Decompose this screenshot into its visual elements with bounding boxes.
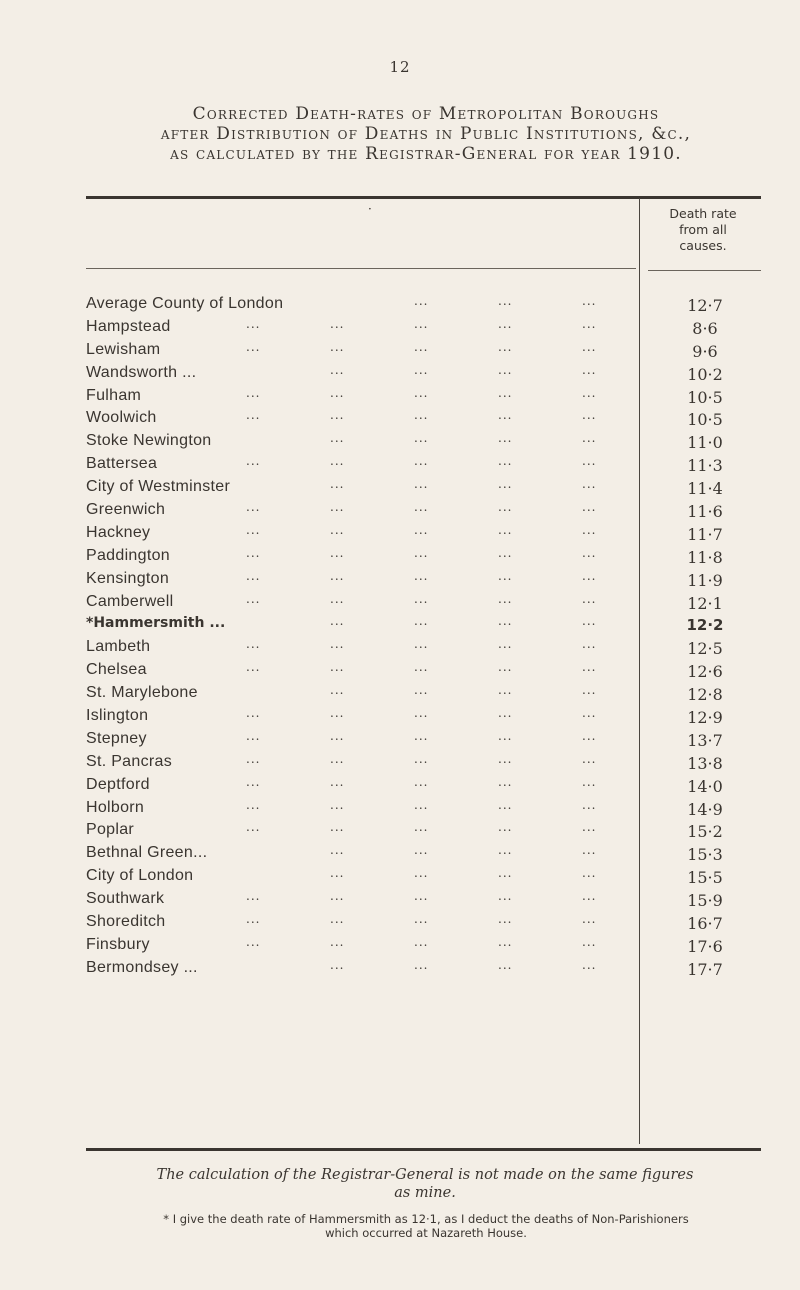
borough-name: City of London xyxy=(86,867,194,885)
leader-dot-group: ... xyxy=(582,614,597,629)
leader-dots xyxy=(0,477,640,497)
leader-dot-group: ... xyxy=(330,660,345,675)
leader-dot-group: ... xyxy=(414,683,429,698)
table-row xyxy=(0,364,800,387)
leader-dots xyxy=(0,408,640,428)
leader-dot-group: ... xyxy=(498,477,513,492)
leader-dot-group: ... xyxy=(582,683,597,698)
calculation-note-line: The calculation of the Registrar-General is not made on the same figures xyxy=(156,1167,694,1183)
table-row xyxy=(0,890,800,913)
borough-name: Hackney xyxy=(86,523,151,541)
leader-dot-group: ... xyxy=(414,568,429,583)
table-row xyxy=(0,318,800,341)
death-rate-value: 12·2 xyxy=(686,616,724,635)
footnote-line: * I give the death rate of Hammersmith as 12·1, as I deduct the deaths of Non-Parishioners xyxy=(163,1212,689,1226)
leader-dots xyxy=(0,431,640,451)
leader-dot-group: ... xyxy=(498,454,513,469)
leader-dot-group: ... xyxy=(498,912,513,927)
leader-dot-group: ... xyxy=(330,614,345,629)
borough-name: Holborn xyxy=(86,798,145,816)
leader-dots xyxy=(0,958,640,978)
leader-dot-group: ... xyxy=(498,339,513,354)
death-rate-value: 11·8 xyxy=(687,547,723,567)
leader-dot-group: ... xyxy=(498,614,513,629)
death-rate-value: 10·5 xyxy=(687,387,723,407)
table-row xyxy=(0,547,800,570)
table-row xyxy=(0,341,800,364)
death-rate-value: 9·6 xyxy=(692,341,718,361)
leader-dot-group: ... xyxy=(582,706,597,721)
leader-dot-group: ... xyxy=(498,889,513,904)
death-rate-value: 10·5 xyxy=(687,410,723,430)
leader-dot-group: ... xyxy=(582,294,597,308)
leader-dot-group: ... xyxy=(330,408,345,423)
leader-dot-group: ... xyxy=(582,957,597,972)
leader-dots xyxy=(0,798,640,818)
leader-dots xyxy=(0,294,640,314)
leader-dot-group: ... xyxy=(246,500,261,515)
table-row xyxy=(0,936,800,959)
leader-dot-group: ... xyxy=(582,751,597,766)
leader-dot-group: ... xyxy=(414,500,429,515)
borough-name: Fulham xyxy=(86,386,142,404)
leader-dot-group: ... xyxy=(582,408,597,423)
death-rate-value: 13·8 xyxy=(687,753,723,773)
borough-name: Islington xyxy=(86,707,149,725)
leader-dot-group: ... xyxy=(414,522,429,537)
leader-dot-group: ... xyxy=(330,545,345,560)
leader-dot-group: ... xyxy=(582,431,597,446)
table-row xyxy=(0,570,800,593)
leader-dot-group: ... xyxy=(246,339,261,354)
leader-dot-group: ... xyxy=(330,500,345,515)
leader-dot-group: ... xyxy=(498,316,513,331)
leader-dot-group: ... xyxy=(246,408,261,423)
leader-dots xyxy=(0,637,640,657)
leader-dot-group: ... xyxy=(582,797,597,812)
table-row xyxy=(0,478,800,501)
table-row xyxy=(0,753,800,776)
table-row xyxy=(0,455,800,478)
leader-dot-group: ... xyxy=(498,408,513,423)
leader-dots xyxy=(0,363,640,383)
leader-dot-group: ... xyxy=(582,866,597,881)
borough-name: Kensington xyxy=(86,569,170,587)
leader-dot-group: ... xyxy=(582,545,597,560)
leader-dot-group: ... xyxy=(414,454,429,469)
leader-dots xyxy=(0,820,640,840)
title-line-1: Corrected Death-rates of Metropolitan Boroughs xyxy=(192,104,660,124)
leader-dots xyxy=(0,935,640,955)
leader-dot-group: ... xyxy=(498,728,513,743)
leader-dot-group: ... xyxy=(330,568,345,583)
leader-dot-group: ... xyxy=(414,774,429,789)
death-rate-value: 12·9 xyxy=(687,708,723,728)
death-rate-value: 12·5 xyxy=(687,639,723,659)
leader-dot-group: ... xyxy=(582,820,597,835)
leader-dots xyxy=(0,317,640,337)
leader-dots xyxy=(0,889,640,909)
death-rate-value: 12·1 xyxy=(687,593,723,613)
leader-dot-group: ... xyxy=(246,316,261,331)
leader-dots xyxy=(0,386,640,406)
leader-dot-group: ... xyxy=(246,385,261,400)
leader-dot-group: ... xyxy=(498,957,513,972)
leader-dot-group: ... xyxy=(414,843,429,858)
column-header-line: Death rate xyxy=(669,206,737,221)
table-row xyxy=(0,615,800,638)
table-row xyxy=(0,501,800,524)
leader-dot-group: ... xyxy=(498,820,513,835)
leader-dot-group: ... xyxy=(414,957,429,972)
leader-dot-group: ... xyxy=(414,385,429,400)
leader-dot-group: ... xyxy=(414,934,429,949)
leader-dot-group: ... xyxy=(246,751,261,766)
leader-dots xyxy=(0,866,640,886)
leader-dot-group: ... xyxy=(582,889,597,904)
leader-dot-group: ... xyxy=(582,912,597,927)
borough-name: Camberwell xyxy=(86,592,174,610)
leader-dot-group: ... xyxy=(330,385,345,400)
table-body xyxy=(0,295,800,982)
death-rate-value: 15·3 xyxy=(687,845,723,865)
borough-name: Finsbury xyxy=(86,935,150,953)
table-row xyxy=(0,799,800,822)
leader-dot-group: ... xyxy=(414,706,429,721)
leader-dot-group: ... xyxy=(582,362,597,377)
leader-dot-group: ... xyxy=(330,912,345,927)
leader-dot-group: ... xyxy=(330,774,345,789)
leader-dot-group: ... xyxy=(414,477,429,492)
column-header-line: causes. xyxy=(679,238,727,253)
death-rate-value: 11·9 xyxy=(687,570,723,590)
leader-dot-group: ... xyxy=(498,637,513,652)
leader-dot-group: ... xyxy=(498,866,513,881)
leader-dot-group: ... xyxy=(414,294,429,308)
leader-dot-group: ... xyxy=(498,431,513,446)
page-title xyxy=(86,104,766,164)
leader-dot-group: ... xyxy=(582,637,597,652)
page-number: 12 xyxy=(389,58,411,76)
leader-dots xyxy=(0,706,640,726)
leader-dot-group: ... xyxy=(246,454,261,469)
leader-dot-group: ... xyxy=(414,316,429,331)
leader-dot-group: ... xyxy=(498,362,513,377)
leader-dot-group: ... xyxy=(330,889,345,904)
leader-dot-group: ... xyxy=(414,362,429,377)
calculation-note-line: as mine. xyxy=(394,1185,456,1201)
leader-dot-group: ... xyxy=(582,591,597,606)
borough-name: Stoke Newington xyxy=(86,432,212,450)
borough-name: Battersea xyxy=(86,455,158,473)
column-header-death-rate xyxy=(648,206,758,254)
leader-dot-group: ... xyxy=(330,820,345,835)
leader-dot-group: ... xyxy=(330,728,345,743)
death-rate-value: 12·6 xyxy=(687,662,723,682)
leader-dots xyxy=(0,775,640,795)
leader-dot-group: ... xyxy=(330,362,345,377)
header-mark: · xyxy=(368,202,372,216)
leader-dot-group: ... xyxy=(414,866,429,881)
leader-dots xyxy=(0,454,640,474)
leader-dot-group: ... xyxy=(414,820,429,835)
death-rate-value: 10·2 xyxy=(687,364,723,384)
leader-dot-group: ... xyxy=(414,889,429,904)
death-rate-value: 12·8 xyxy=(687,685,723,705)
title-line-2: after Distribution of Deaths in Public Institutions, &c., xyxy=(160,124,692,144)
leader-dot-group: ... xyxy=(498,934,513,949)
leader-dots xyxy=(0,500,640,520)
column-header-line: from all xyxy=(679,222,727,237)
table-bottom-rule xyxy=(86,1148,761,1151)
table-row xyxy=(0,707,800,730)
borough-name: City of Westminster xyxy=(86,478,231,496)
table-row xyxy=(0,913,800,936)
leader-dot-group: ... xyxy=(330,843,345,858)
calculation-note xyxy=(100,1166,750,1202)
borough-name: Paddington xyxy=(86,546,170,564)
leader-dot-group: ... xyxy=(330,454,345,469)
leader-dot-group: ... xyxy=(414,545,429,560)
leader-dot-group: ... xyxy=(330,797,345,812)
borough-name: Lewisham xyxy=(86,340,161,358)
leader-dot-group: ... xyxy=(582,477,597,492)
borough-name: Woolwich xyxy=(86,409,157,427)
leader-dot-group: ... xyxy=(330,431,345,446)
leader-dot-group: ... xyxy=(330,706,345,721)
leader-dot-group: ... xyxy=(498,568,513,583)
leader-dot-group: ... xyxy=(414,797,429,812)
leader-dot-group: ... xyxy=(582,316,597,331)
leader-dot-group: ... xyxy=(246,660,261,675)
leader-dot-group: ... xyxy=(414,614,429,629)
table-row xyxy=(0,959,800,982)
table-row xyxy=(0,730,800,753)
death-rate-value: 11·4 xyxy=(687,479,723,499)
leader-dot-group: ... xyxy=(330,316,345,331)
table-row xyxy=(0,593,800,616)
leader-dot-group: ... xyxy=(246,820,261,835)
death-rate-value: 15·2 xyxy=(687,822,723,842)
borough-name: Wandsworth ... xyxy=(86,363,197,381)
table-row xyxy=(0,432,800,455)
borough-name: Hampstead xyxy=(86,317,171,335)
leader-dot-group: ... xyxy=(498,591,513,606)
table-row xyxy=(0,524,800,547)
leader-dot-group: ... xyxy=(246,522,261,537)
table-row xyxy=(0,821,800,844)
header-rule-right xyxy=(648,270,761,271)
table-row xyxy=(0,638,800,661)
borough-name: Lambeth xyxy=(86,638,151,656)
leader-dot-group: ... xyxy=(246,774,261,789)
leader-dots xyxy=(0,683,640,703)
leader-dot-group: ... xyxy=(498,751,513,766)
leader-dot-group: ... xyxy=(414,431,429,446)
borough-name: St. Pancras xyxy=(86,752,173,770)
leader-dot-group: ... xyxy=(246,637,261,652)
leader-dot-group: ... xyxy=(330,866,345,881)
leader-dot-group: ... xyxy=(498,545,513,560)
table-row xyxy=(0,295,800,318)
leader-dot-group: ... xyxy=(414,660,429,675)
leader-dot-group: ... xyxy=(582,385,597,400)
death-rate-value: 11·6 xyxy=(687,502,723,522)
borough-name: *Hammersmith ... xyxy=(86,615,226,632)
leader-dots xyxy=(0,752,640,772)
title-line-3: as calculated by the Registrar-General for year 1910. xyxy=(170,144,682,164)
leader-dot-group: ... xyxy=(330,957,345,972)
leader-dot-group: ... xyxy=(582,934,597,949)
death-rate-value: 11·0 xyxy=(687,433,723,453)
leader-dot-group: ... xyxy=(498,774,513,789)
borough-name: Bermondsey ... xyxy=(86,958,198,976)
leader-dot-group: ... xyxy=(330,934,345,949)
header-rule-left xyxy=(86,268,636,269)
death-rate-value: 12·7 xyxy=(687,296,723,315)
leader-dot-group: ... xyxy=(582,728,597,743)
leader-dot-group: ... xyxy=(582,500,597,515)
leader-dots xyxy=(0,912,640,932)
borough-name: Chelsea xyxy=(86,661,147,679)
leader-dot-group: ... xyxy=(330,591,345,606)
leader-dot-group: ... xyxy=(498,843,513,858)
leader-dot-group: ... xyxy=(582,660,597,675)
leader-dot-group: ... xyxy=(414,591,429,606)
leader-dot-group: ... xyxy=(414,912,429,927)
leader-dot-group: ... xyxy=(246,591,261,606)
death-rate-value: 14·0 xyxy=(687,776,723,796)
table-row xyxy=(0,661,800,684)
leader-dot-group: ... xyxy=(330,522,345,537)
leader-dots xyxy=(0,546,640,566)
death-rate-value: 8·6 xyxy=(692,318,718,338)
borough-name: Poplar xyxy=(86,821,135,839)
table-row xyxy=(0,776,800,799)
leader-dot-group: ... xyxy=(414,637,429,652)
death-rate-value: 15·9 xyxy=(687,891,723,911)
leader-dot-group: ... xyxy=(330,751,345,766)
leader-dot-group: ... xyxy=(582,774,597,789)
leader-dots xyxy=(0,523,640,543)
leader-dot-group: ... xyxy=(246,706,261,721)
table-row xyxy=(0,387,800,410)
leader-dot-group: ... xyxy=(330,339,345,354)
table-row xyxy=(0,844,800,867)
death-rate-value: 14·9 xyxy=(687,799,723,819)
leader-dots xyxy=(0,569,640,589)
borough-name: Stepney xyxy=(86,729,147,747)
leader-dot-group: ... xyxy=(414,408,429,423)
leader-dot-group: ... xyxy=(246,545,261,560)
leader-dot-group: ... xyxy=(414,339,429,354)
table-row xyxy=(0,684,800,707)
leader-dot-group: ... xyxy=(498,706,513,721)
leader-dot-group: ... xyxy=(414,728,429,743)
leader-dot-group: ... xyxy=(414,751,429,766)
borough-name: St. Marylebone xyxy=(86,684,198,702)
leader-dot-group: ... xyxy=(498,294,513,308)
leader-dot-group: ... xyxy=(582,843,597,858)
death-rate-value: 16·7 xyxy=(687,914,723,934)
death-rate-value: 17·7 xyxy=(687,959,723,979)
leader-dots xyxy=(0,843,640,863)
borough-name: Deptford xyxy=(86,775,150,793)
table-row xyxy=(0,409,800,432)
leader-dot-group: ... xyxy=(330,637,345,652)
borough-name: Southwark xyxy=(86,890,165,908)
leader-dots xyxy=(0,614,640,634)
borough-name: Average County of London xyxy=(86,295,284,312)
leader-dots xyxy=(0,592,640,612)
leader-dot-group: ... xyxy=(498,797,513,812)
borough-name: Greenwich xyxy=(86,501,166,519)
leader-dot-group: ... xyxy=(330,683,345,698)
leader-dot-group: ... xyxy=(246,889,261,904)
death-rate-value: 15·5 xyxy=(687,868,723,888)
leader-dot-group: ... xyxy=(246,568,261,583)
leader-dot-group: ... xyxy=(498,522,513,537)
leader-dot-group: ... xyxy=(246,912,261,927)
leader-dot-group: ... xyxy=(498,683,513,698)
borough-name: Bethnal Green... xyxy=(86,844,208,862)
death-rate-value: 11·3 xyxy=(687,456,723,476)
leader-dot-group: ... xyxy=(582,339,597,354)
leader-dot-group: ... xyxy=(246,797,261,812)
table-top-rule xyxy=(86,196,761,199)
leader-dot-group: ... xyxy=(582,454,597,469)
death-rate-value: 13·7 xyxy=(687,730,723,750)
leader-dots xyxy=(0,729,640,749)
leader-dots xyxy=(0,340,640,360)
footnote-line: which occurred at Nazareth House. xyxy=(325,1226,527,1240)
leader-dot-group: ... xyxy=(498,385,513,400)
leader-dot-group: ... xyxy=(582,568,597,583)
borough-name: Shoreditch xyxy=(86,913,166,931)
leader-dot-group: ... xyxy=(498,500,513,515)
leader-dot-group: ... xyxy=(246,728,261,743)
leader-dots xyxy=(0,660,640,680)
leader-dot-group: ... xyxy=(246,934,261,949)
leader-dot-group: ... xyxy=(582,522,597,537)
hammersmith-footnote xyxy=(86,1212,766,1240)
leader-dot-group: ... xyxy=(498,660,513,675)
leader-dot-group: ... xyxy=(330,477,345,492)
table-row xyxy=(0,867,800,890)
death-rate-value: 17·6 xyxy=(687,936,723,956)
death-rate-value: 11·7 xyxy=(687,524,723,544)
